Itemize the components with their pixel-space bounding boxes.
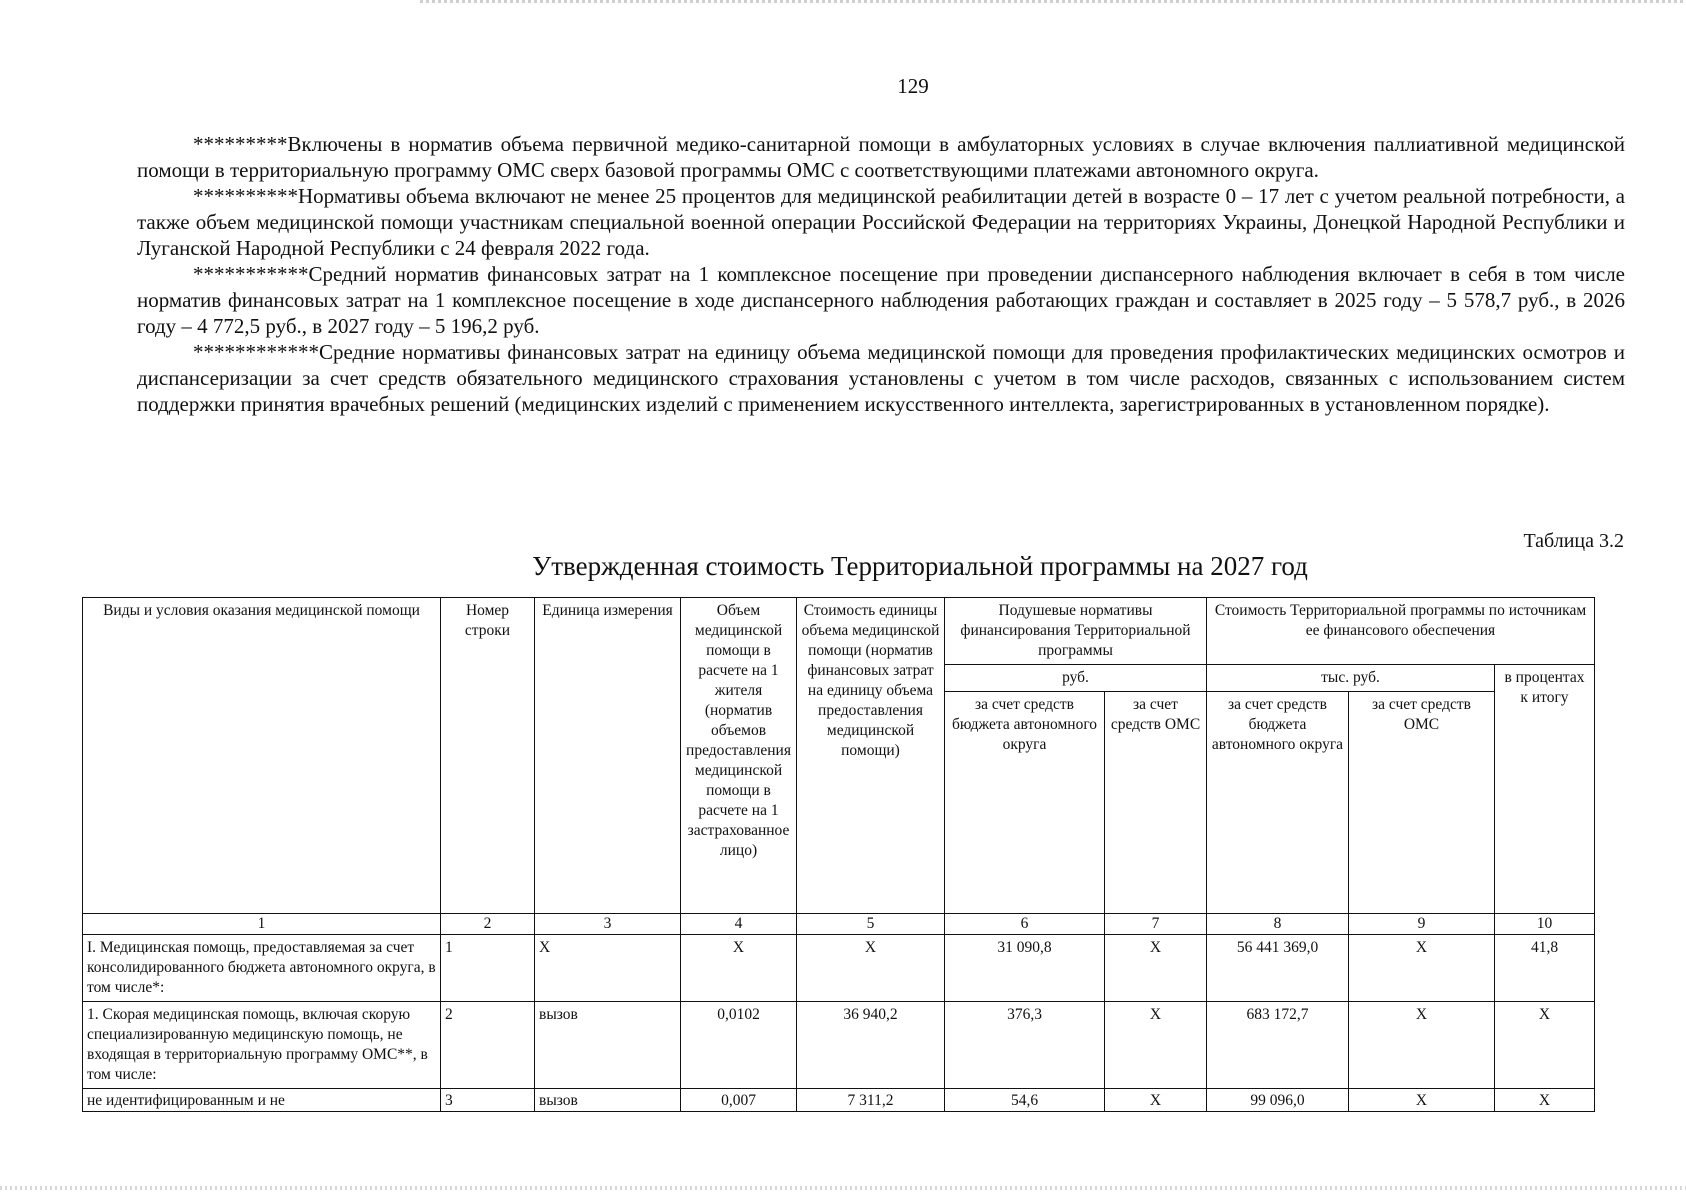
- cost-table: [82, 597, 1595, 1112]
- row-line-number: 2: [441, 1002, 535, 1089]
- row-name: I. Медицинская помощь, предоставляемая за счет консолидированного бюджета автономного округа, в том числе*:: [83, 935, 441, 1002]
- table-row: [83, 1002, 1595, 1089]
- scan-edge-top: [420, 0, 1686, 3]
- header-unit-cost: Стоимость единицы объема медицинской помощи (норматив финансовых затрат на единицу объема предоставления медицинской помощи): [797, 598, 945, 914]
- row-unit: вызов: [535, 1002, 681, 1089]
- column-number: 9: [1349, 914, 1495, 935]
- header-per-capita-budget: за счет средств бюджета автономного округа: [945, 692, 1105, 914]
- row-percent: X: [1495, 1089, 1595, 1112]
- table-row: [83, 1089, 1595, 1112]
- column-number: 3: [535, 914, 681, 935]
- row-name: не идентифицированным и не: [83, 1089, 441, 1112]
- footnotes: [137, 131, 1625, 417]
- header-cost-oms: за счет средств ОМС: [1349, 692, 1495, 914]
- footnote-9-asterisks: *********Включены в норматив объема первичной медико-санитарной помощи в амбулаторных условиях в случае включения паллиативной медицинской помощи в территориальную программу ОМС сверх базовой программы ОМС с соответствующими платежами автономного округа.: [137, 132, 1625, 182]
- row-percent: 41,8: [1495, 935, 1595, 1002]
- row-unit-cost: 36 940,2: [797, 1002, 945, 1089]
- row-volume: X: [681, 935, 797, 1002]
- table-row: [83, 935, 1595, 1002]
- row-per-capita-oms: X: [1105, 1089, 1207, 1112]
- row-unit: X: [535, 935, 681, 1002]
- row-line-number: 3: [441, 1089, 535, 1112]
- column-number: 7: [1105, 914, 1207, 935]
- column-number: 1: [83, 914, 441, 935]
- header-program-cost-group: Стоимость Территориальной программы по источникам ее финансового обеспечения: [1207, 598, 1595, 665]
- row-cost-budget: 56 441 369,0: [1207, 935, 1349, 1002]
- column-number: 2: [441, 914, 535, 935]
- footnote-12-asterisks: ************Средние нормативы финансовых затрат на единицу объема медицинской помощи для проведения профилактических медицинских осмотров и диспансеризации за счет средств обязательного медицинского страхования установлены с учетом в том числе расходов, связанных с использованием систем поддержки принятия врачебных решений (медицинских изделий с применением искусственного интеллекта, зарегистрированных в установленном порядке).: [137, 340, 1625, 416]
- row-per-capita-oms: X: [1105, 935, 1207, 1002]
- row-percent: X: [1495, 1002, 1595, 1089]
- footnote-11-asterisks: ***********Средний норматив финансовых затрат на 1 комплексное посещение при проведении диспансерного наблюдения включает в себя в том числе норматив финансовых затрат на 1 комплексное посещение в ходе диспансерного наблюдения работающих граждан и составляет в 2025 году – 5 578,7 руб., в 2026 году – 4 772,5 руб., в 2027 году – 5 196,2 руб.: [137, 262, 1625, 338]
- scan-edge-bottom: [0, 1186, 1686, 1190]
- header-cost-budget: за счет средств бюджета автономного округа: [1207, 692, 1349, 914]
- page-number: 129: [897, 74, 929, 98]
- footnote-10-asterisks: **********Нормативы объема включают не менее 25 процентов для медицинской реабилитации детей в возрасте 0 – 17 лет с учетом реальной потребности, а также объем медицинской помощи участникам специальной военной операции Российской Федерации на территориях Украины, Донецкой Народной Республики и Луганской Народной Республики с 24 февраля 2022 года.: [137, 184, 1625, 260]
- row-cost-oms: X: [1349, 1002, 1495, 1089]
- row-cost-budget: 683 172,7: [1207, 1002, 1349, 1089]
- table-title: Утвержденная стоимость Территориальной программы на 2027 год: [532, 551, 1308, 581]
- header-row-1: [83, 598, 1595, 665]
- header-percent: в процентах к итогу: [1495, 665, 1595, 914]
- row-per-capita-budget: 376,3: [945, 1002, 1105, 1089]
- row-cost-oms: X: [1349, 1089, 1495, 1112]
- row-name: 1. Скорая медицинская помощь, включая скорую специализированную медицинскую помощь, не входящая в территориальную программу ОМС**, в том числе:: [83, 1002, 441, 1089]
- row-unit: вызов: [535, 1089, 681, 1112]
- column-number: 8: [1207, 914, 1349, 935]
- row-per-capita-budget: 31 090,8: [945, 935, 1105, 1002]
- column-numbers-row: [83, 914, 1595, 935]
- column-number: 5: [797, 914, 945, 935]
- table-label: Таблица 3.2: [1523, 530, 1624, 552]
- header-unit: Единица измерения: [535, 598, 681, 914]
- row-unit-cost: 7 311,2: [797, 1089, 945, 1112]
- row-line-number: 1: [441, 935, 535, 1002]
- row-per-capita-oms: X: [1105, 1002, 1207, 1089]
- header-line-number: Номер строки: [441, 598, 535, 914]
- header-volume: Объем медицинской помощи в расчете на 1 жителя (норматив объемов предоставления медицинской помощи в расчете на 1 застрахованное лицо): [681, 598, 797, 914]
- row-cost-oms: X: [1349, 935, 1495, 1002]
- column-number: 4: [681, 914, 797, 935]
- row-volume: 0,007: [681, 1089, 797, 1112]
- column-number: 6: [945, 914, 1105, 935]
- column-number: 10: [1495, 914, 1595, 935]
- row-unit-cost: X: [797, 935, 945, 1002]
- header-per-capita-oms: за счет средств ОМС: [1105, 692, 1207, 914]
- header-rub: руб.: [945, 665, 1207, 692]
- row-cost-budget: 99 096,0: [1207, 1089, 1349, 1112]
- header-type-of-care: Виды и условия оказания медицинской помощи: [83, 598, 441, 914]
- header-thousand-rub: тыс. руб.: [1207, 665, 1495, 692]
- row-volume: 0,0102: [681, 1002, 797, 1089]
- row-per-capita-budget: 54,6: [945, 1089, 1105, 1112]
- header-per-capita-group: Подушевые нормативы финансирования Территориальной программы: [945, 598, 1207, 665]
